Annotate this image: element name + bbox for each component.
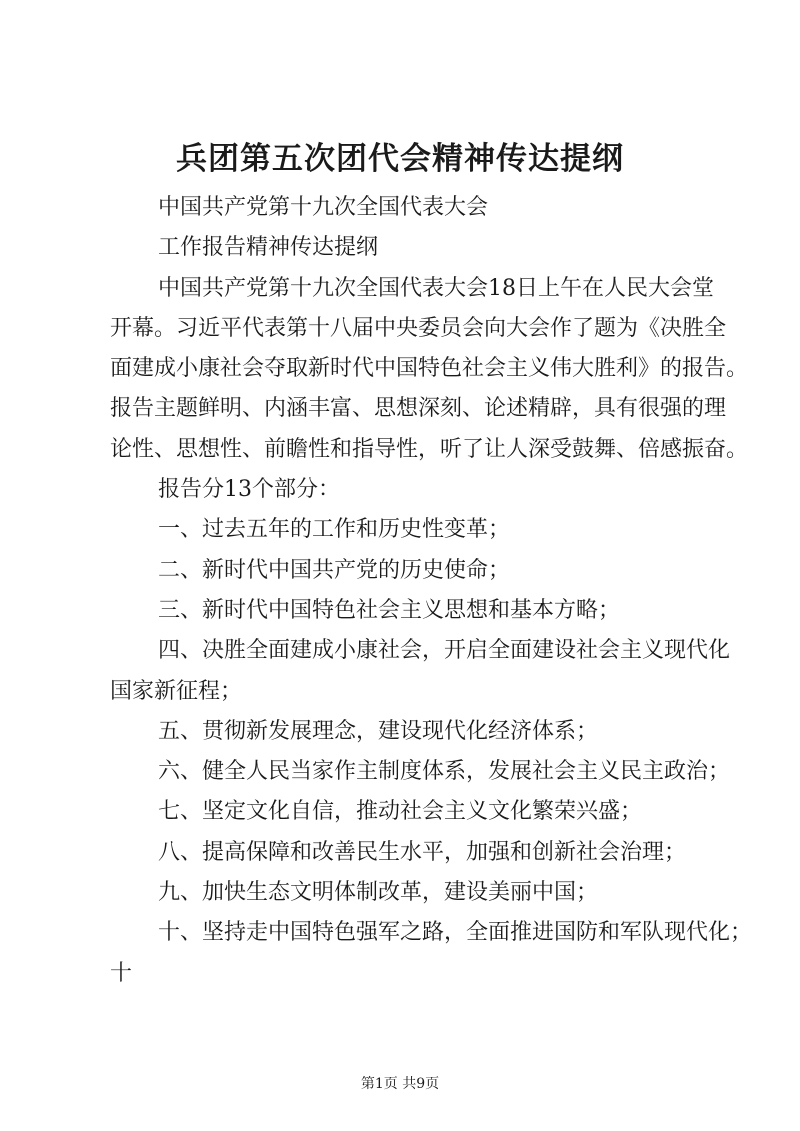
paragraph-line: 面建成小康社会夺取新时代中国特色社会主义伟大胜利》的报告。 bbox=[110, 356, 749, 382]
list-item: 五、贯彻新发展理念，建设现代化经济体系； bbox=[158, 718, 599, 744]
list-item-continuation: 十 bbox=[110, 960, 133, 986]
paragraph-line: 报告分13个部分： bbox=[158, 477, 340, 503]
list-item: 八、提高保障和改善民生水平，加强和创新社会治理； bbox=[158, 839, 687, 865]
document-body bbox=[110, 188, 753, 994]
paragraph-line: 报告主题鲜明、内涵丰富、思想深刻、论述精辟，具有很强的理 bbox=[110, 396, 727, 422]
list-item: 九、加快生态文明体制改革，建设美丽中国； bbox=[158, 880, 599, 906]
list-item: 六、健全人民当家作主制度体系，发展社会主义民主政治； bbox=[158, 759, 731, 785]
document-title: 兵团第五次团代会精神传达提纲 bbox=[176, 141, 624, 177]
list-item: 四、决胜全面建成小康社会，开启全面建设社会主义现代化 bbox=[158, 638, 731, 664]
list-item: 一、过去五年的工作和历史性变革； bbox=[158, 517, 511, 543]
paragraph-line: 开幕。习近平代表第十八届中央委员会向大会作了题为《决胜全 bbox=[110, 315, 727, 341]
subtitle-line-1: 中国共产党第十九次全国代表大会 bbox=[158, 195, 489, 220]
list-item-continuation: 国家新征程； bbox=[110, 678, 243, 704]
subtitle-line-2: 工作报告精神传达提纲 bbox=[158, 235, 379, 261]
list-item: 十、坚持走中国特色强军之路，全面推进国防和军队现代化； bbox=[158, 920, 753, 946]
list-item: 三、新时代中国特色社会主义思想和基本方略； bbox=[158, 597, 621, 623]
paragraph-line: 论性、思想性、前瞻性和指导性，听了让人深受鼓舞、倍感振奋。 bbox=[110, 436, 749, 462]
list-item: 七、坚定文化自信，推动社会主义文化繁荣兴盛； bbox=[158, 799, 643, 825]
paragraph-line: 中国共产党第十九次全国代表大会18日上午在人民大会堂 bbox=[158, 275, 714, 301]
list-item: 二、新时代中国共产党的历史使命； bbox=[158, 557, 511, 583]
page-number-footer: 第1页 共9页 bbox=[360, 1076, 440, 1092]
